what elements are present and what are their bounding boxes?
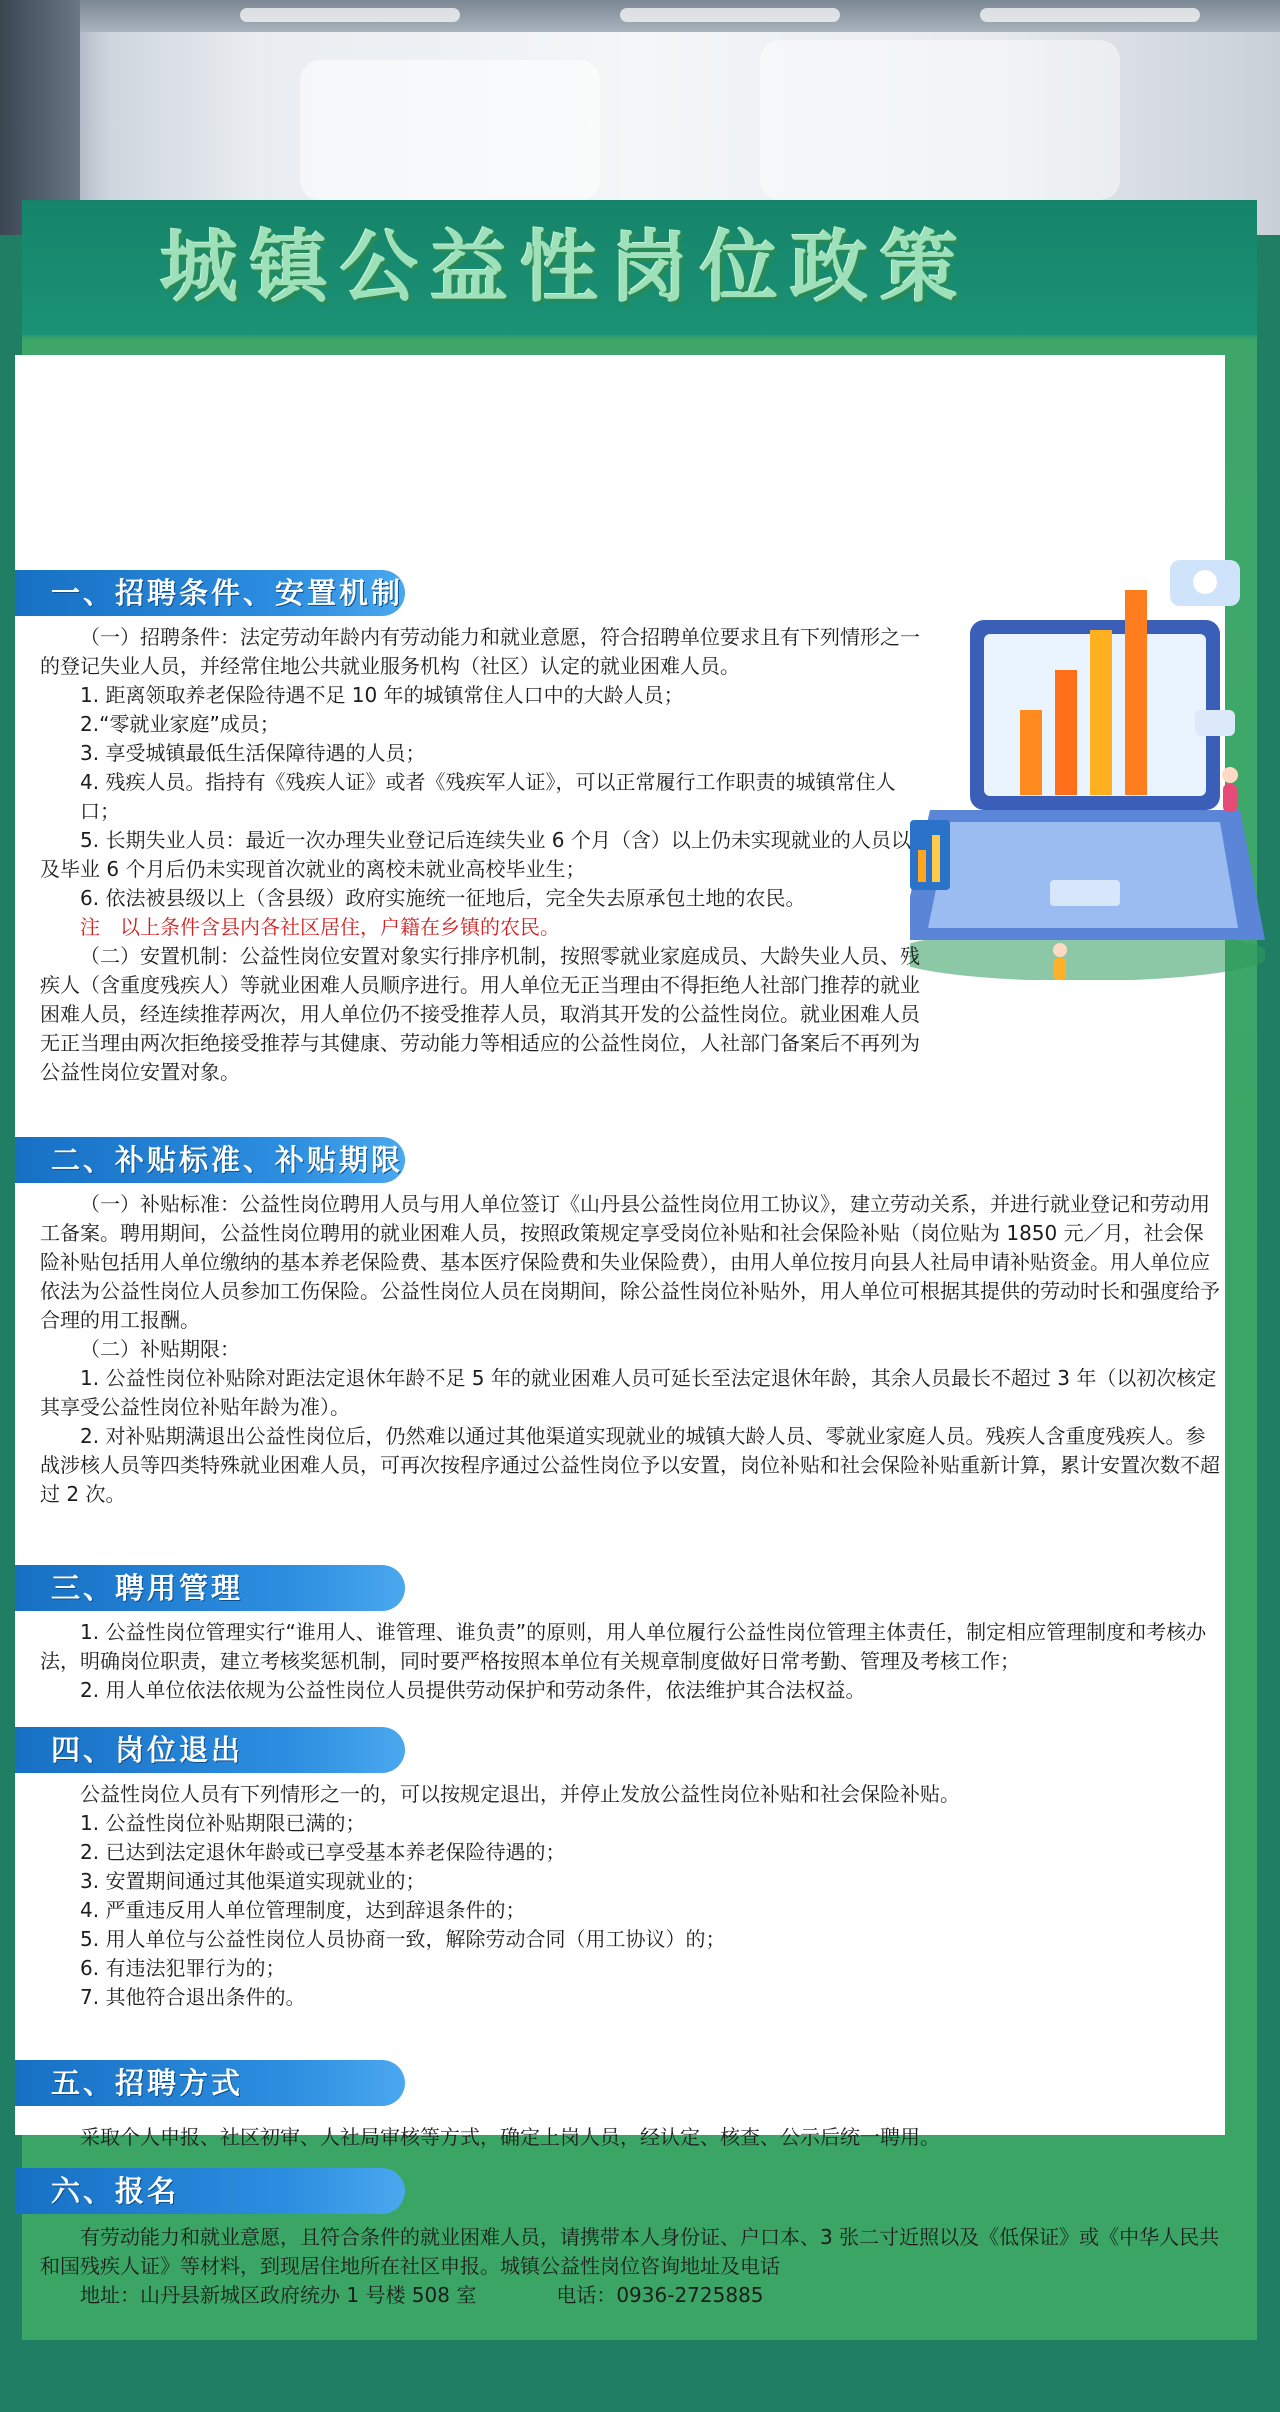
paragraph: 采取个人申报、社区初审、人社局审核等方式，确定上岗人员，经认定、核查、公示后统一聘用。 [80,2125,940,2149]
section-body-subsidy-standard [40,1190,1220,1509]
section-header-recruitment-conditions: 一、招聘条件、安置机制 [15,570,405,616]
section-body-employment-management [40,1618,1220,1705]
list-item: 4. 严重违反用人单位管理制度，达到辞退条件的； [80,1898,526,1922]
section-body-recruitment-method [40,2123,1220,2152]
paragraph: （一）补贴标准：公益性岗位聘用人员与用人单位签订《山丹县公益性岗位用工协议》，建立劳动关系，并进行就业登记和劳动用工备案。聘用期间，公益性岗位聘用的就业困难人员，按照政策规定享受岗位补贴和社会保险补贴（岗位贴为 1850 元／月，社会保险补贴包括用人单位缴纳的基本养老保险费、基本医疗保险费和失业保险费），由用人单位按月向县人社局申请补贴资金。用人单位应依法为公益性岗位人员参加工伤保险。公益性岗位人员在岗期间，除公益性岗位补贴外，用人单位可根据其提供的劳动时长和强度给予合理的用工报酬。 [40,1192,1220,1332]
section-header-employment-management: 三、聘用管理 [15,1565,405,1611]
section-header-recruitment-method: 五、招聘方式 [15,2060,405,2106]
laptop-chart-illustration [910,560,1265,980]
list-item: 1. 公益性岗位管理实行“谁用人、谁管理、谁负责”的原则，用人单位履行公益性岗位管理主体责任，制定相应管理制度和考核办法，明确岗位职责，建立考核奖惩机制，同时要严格按照本单位有关规章制度做好日常考勤、管理及考核工作； [40,1620,1207,1673]
ceiling-light [980,8,1200,22]
list-item: 6. 有违法犯罪行为的； [80,1956,286,1980]
paragraph: （二）补贴期限： [80,1337,240,1361]
window-blur [300,60,600,200]
section-header-position-exit: 四、岗位退出 [15,1727,405,1773]
list-item: 1. 公益性岗位补贴期限已满的； [80,1811,366,1835]
list-item: 2.“零就业家庭”成员； [80,712,280,736]
poster-title: 城镇公益性岗位政策 [160,222,971,313]
section-header-registration: 六、报名 [15,2168,405,2214]
list-item: 5. 长期失业人员：最近一次办理失业登记后连续失业 6 个月（含）以上仍未实现就业的人员以及毕业 6 个月后仍未实现首次就业的离校未就业高校毕业生； [40,828,911,881]
section-body-position-exit [40,1780,1220,2012]
list-item: 7. 其他符合退出条件的。 [80,1985,306,2009]
paragraph: 公益性岗位人员有下列情形之一的，可以按规定退出，并停止发放公益性岗位补贴和社会保险补贴。 [80,1782,960,1806]
paragraph: （二）安置机制：公益性岗位安置对象实行排序机制，按照零就业家庭成员、大龄失业人员、残疾人（含重度残疾人）等就业困难人员顺序进行。用人单位无正当理由不得拒绝人社部门推荐的就业困难人员，经连续推荐两次，用人单位仍不接受推荐人员，取消其开发的公益性岗位。就业困难人员无正当理由两次拒绝接受推荐与其健康、劳动能力等相适应的公益性岗位，人社部门备案后不再列为公益性岗位安置对象。 [40,944,920,1084]
section-body-registration [40,2223,1220,2310]
contact-info: 地址：山丹县新城区政府统办 1 号楼 508 室 电话：0936-2725885 [80,2283,764,2307]
note-text: 注 以上条件含县内各社区居住，户籍在乡镇的农民。 [80,915,560,939]
person-icon [1054,958,1066,980]
list-item: 4. 残疾人员。指持有《残疾人证》或者《残疾军人证》，可以正常履行工作职责的城镇常住人口； [80,770,896,823]
list-item: 6. 依法被县级以上（含县级）政府实施统一征地后，完全失去原承包土地的农民。 [80,886,806,910]
paragraph: （一）招聘条件：法定劳动年龄内有劳动能力和就业意愿，符合招聘单位要求且有下列情形之一的登记失业人员，并经常住地公共就业服务机构（社区）认定的就业困难人员。 [40,625,920,678]
bar-icon [1125,590,1147,795]
bar-icon [932,835,940,882]
list-item: 2. 用人单位依法依规为公益性岗位人员提供劳动保护和劳动条件，依法维护其合法权益。 [80,1678,866,1702]
list-item: 1. 距离领取养老保险待遇不足 10 年的城镇常住人口中的大龄人员； [80,683,684,707]
bar-icon [1020,710,1042,795]
list-item: 3. 享受城镇最低生活保障待遇的人员； [80,741,426,765]
touchpad [1050,880,1120,906]
ceiling-light [620,8,840,22]
person-icon [1223,784,1237,812]
list-item: 1. 公益性岗位补贴除对距法定退休年龄不足 5 年的就业困难人员可延长至法定退休年龄，其余人员最长不超过 3 年（以初次核定其享受公益性岗位补贴年龄为准）。 [40,1366,1217,1419]
list-item: 2. 已达到法定退休年龄或已享受基本养老保险待遇的； [80,1840,566,1864]
list-item: 2. 对补贴期满退出公益性岗位后，仍然难以通过其他渠道实现就业的城镇大龄人员、零就业家庭人员。残疾人含重度残疾人。参战涉核人员等四类特殊就业困难人员，可再次按程序通过公益性岗位予以安置，岗位补贴和社会保险补贴重新计算，累计安置次数不超过 2 次。 [40,1424,1220,1506]
section-header-subsidy-standard: 二、补贴标准、补贴期限 [15,1137,405,1183]
window-blur [760,40,1120,200]
paragraph: 有劳动能力和就业意愿，且符合条件的就业困难人员，请携带本人身份证、户口本、3 张二寸近照以及《低保证》或《中华人民共和国残疾人证》等材料，到现居住地所在社区申报。城镇公益性岗位咨询地址及电话 [40,2225,1220,2278]
ceiling-light [240,8,460,22]
list-item: 3. 安置期间通过其他渠道实现就业的； [80,1869,426,1893]
cloud-icon [1193,570,1217,594]
list-item: 5. 用人单位与公益性岗位人员协商一致，解除劳动合同（用工协议）的； [80,1927,726,1951]
person-icon [1053,943,1067,957]
person-icon [1222,767,1238,783]
keyboard-area [928,822,1238,928]
bar-icon [1090,630,1112,795]
section-body-recruitment-conditions [40,623,920,1087]
bar-icon [1055,670,1077,795]
message-card-icon [1195,710,1235,736]
